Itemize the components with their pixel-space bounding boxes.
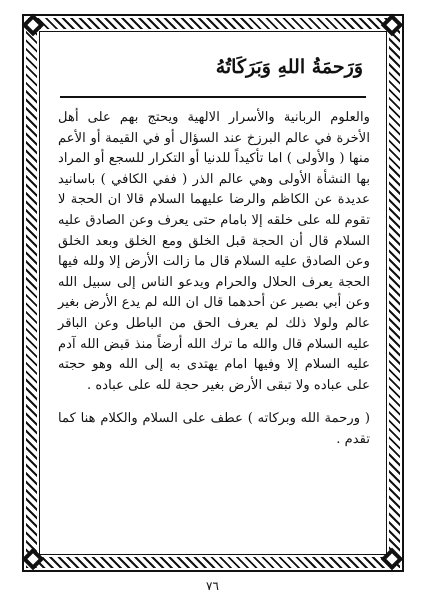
body-text [58,108,370,464]
heading-divider [60,96,366,98]
section-heading: وَرَحمَةُ اللهِ وَبَرَكَاتُهُ [215,56,363,78]
page-number: ٧٦ [206,579,219,593]
paragraph-commentary: والعلوم الربانية والأسرار الالهية ويحتج بهم على أهل الأخرة في عالم البرزخ عند السؤال أو في القيمة أو الأعم منها ( والأولى ) اما تأكيداً للدنيا أو التكرار للسجع أو المراد بها النشأة الأولى وهي عالم الذر ( ففي الكافي ) باسانيد عديدة عن الكاظم والرضا عليهما السلام قالا ان الحجة لا تقوم لله على خلقه إلا بامام حتى يعرف وعن الصادق عليه السلام قال أن الحجة قبل الخلق ومع الخلق وبعد الخلق وعن الصادق عليه السلام قال ما زالت الأرض إلا ولله فيها الحجة يعرف الحلال والحرام ويدعو الناس إلى سبيل الله وعن أبي بصير عن أحدهما قال ان الله لم يدع الأرض بغير عالم ولولا ذلك لم يعرف الحق من الباطل وعن الباقر عليه السلام قال والله ما ترك الله أرضاً منذ قبض الله آدم عليه السلام إلا وفيها امام يهتدى به إلى الله وهو حجته على عباده ولا تبقى الأرض بغير حجة لله على عباده . [58,110,370,393]
paragraph-closing: ( ورحمة الله وبركاته ) عطف على السلام والكلام هنا كما تقدم . [58,411,370,447]
